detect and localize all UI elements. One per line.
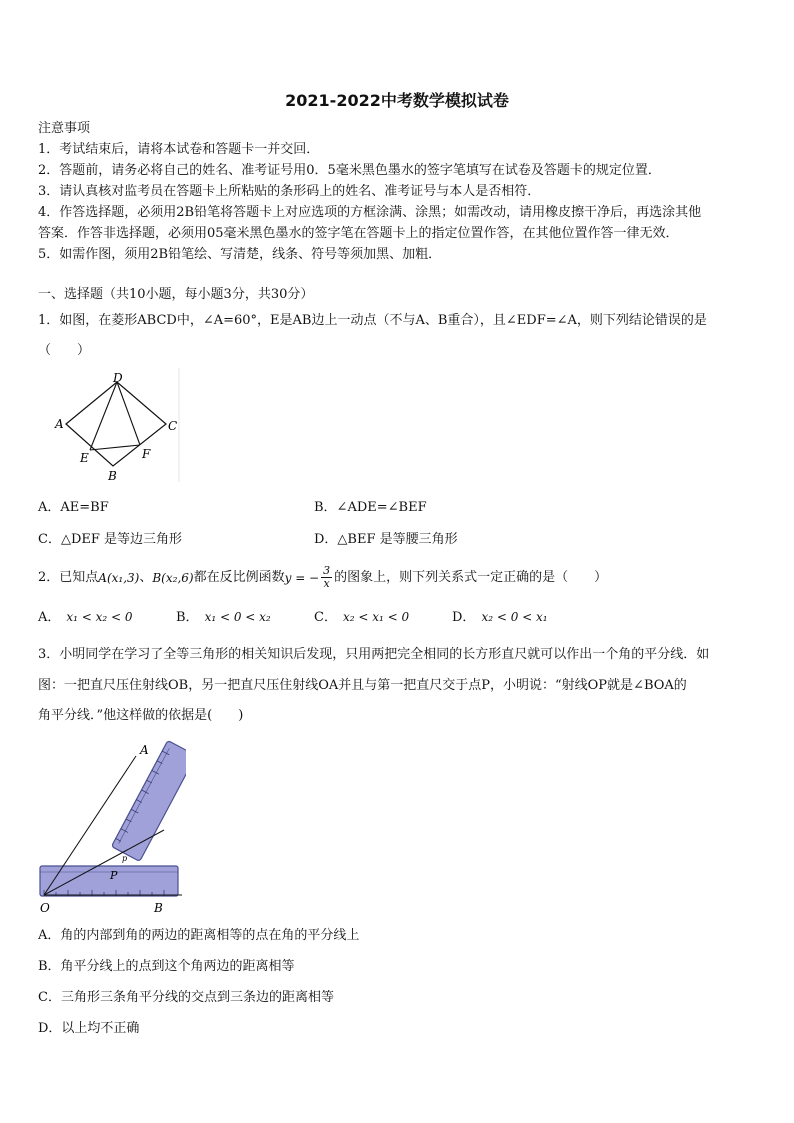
notice-item: 1．考试结束后，请将本试卷和答题卡一并交回．	[38, 142, 320, 157]
q2-function-lhs: y = −	[284, 570, 320, 585]
section-heading: 一、选择题（共10小题，每小题3分，共30分）	[38, 287, 314, 302]
rhombus-figure	[50, 368, 182, 486]
notice-heading: 注意事项	[38, 121, 91, 136]
notice-item: 3．请认真核对监考员在答题卡上所粘贴的条形码上的姓名、准考证号与本人是否相符．	[38, 184, 541, 199]
q1-stem: 1．如图，在菱形ABCD中，∠A=60°，E是AB边上一动点（不与A、B重合），且∠EDF=∠A，则下列结论错误的是	[38, 313, 707, 328]
label-c: C	[168, 419, 178, 433]
q3-stem-line3: 角平分线．”他这样做的依据是( )	[38, 708, 244, 723]
label-ray-a: A	[140, 743, 149, 757]
q2-point-b: B(x₂,6)	[152, 570, 194, 585]
q1-blank: （ ）	[38, 343, 91, 358]
q2-option-c: C． x₂ < x₁ < 0	[314, 610, 410, 625]
q2-mid: 都在反比例函数	[193, 569, 285, 585]
q3-option-b: B．角平分线上的点到这个角两边的距离相等	[38, 959, 295, 974]
q2-fraction-denominator: x	[323, 577, 330, 590]
q2-option-d: D． x₂ < 0 < x₁	[452, 610, 548, 625]
q1-option-c: C．△DEF 是等边三角形	[38, 532, 183, 547]
q2-stem	[38, 565, 607, 590]
q3-stem-line1: 3．小明同学在学习了全等三角形的相关知识后发现，只用两把完全相同的长方形直尺就可以作出一个角的平分线．如	[38, 647, 710, 662]
label-e: E	[80, 451, 89, 465]
label-b: B	[108, 469, 117, 483]
ruler-figure	[36, 738, 186, 916]
label-vertex-o: O	[40, 901, 50, 915]
q2-option-b: B． x₁ < 0 < x₂	[176, 610, 271, 625]
notice-item: 答案．作答非选择题，必须用05毫米黑色墨水的签字笔在答题卡上的指定位置作答，在其他位置作答一律无效．	[38, 226, 679, 241]
q2-fraction-numerator: 3	[323, 564, 331, 577]
notice-item: 4．作答选择题，必须用2B铅笔将答题卡上对应选项的方框涂满、涂黑；如需改动，请用橡皮擦干净后，再选涂其他	[38, 205, 702, 220]
q2-separator: 、	[139, 569, 153, 585]
label-ray-b: B	[154, 901, 163, 915]
q1-option-d: D．△BEF 是等腰三角形	[314, 532, 458, 547]
q2-option-a: A． x₁ < x₂ < 0	[38, 610, 133, 625]
q2-suffix: 的图象上，则下列关系式一定正确的是（ ）	[334, 569, 608, 585]
label-f: F	[142, 447, 151, 461]
notice-item: 2．答题前，请务必将自己的姓名、准考证号用0．5毫米黑色墨水的签字笔填写在试卷及答题卡的规定位置．	[38, 163, 661, 178]
notice-item: 5．如需作图，须用2B铅笔绘、写清楚，线条、符号等须加黑、加粗．	[38, 247, 442, 262]
q3-option-a: A．角的内部到角的两边的距离相等的点在角的平分线上	[38, 928, 360, 943]
label-d: D	[113, 371, 123, 385]
label-point-p: P	[110, 869, 118, 882]
q1-option-a: A．AE=BF	[38, 500, 109, 515]
tilted-ruler	[111, 740, 186, 861]
q3-option-d: D．以上均不正确	[38, 1021, 140, 1036]
page-title: 2021-2022中考数学模拟试卷	[285, 91, 509, 110]
q3-stem-line2: 图：一把直尺压住射线OB，另一把直尺压住射线OA并且与第一把直尺交于点P，小明说：“射线OP就是∠BOA的	[38, 678, 687, 693]
q2-fraction	[321, 565, 332, 590]
label-a: A	[55, 417, 64, 431]
q1-option-b: B．∠ADE=∠BEF	[314, 500, 427, 515]
label-point-p-small: p	[122, 854, 128, 863]
q2-prefix: 2．已知点	[38, 569, 99, 585]
q3-option-c: C．三角形三条角平分线的交点到三条边的距离相等	[38, 990, 334, 1005]
q2-point-a: A(x₁,3)	[98, 570, 140, 585]
